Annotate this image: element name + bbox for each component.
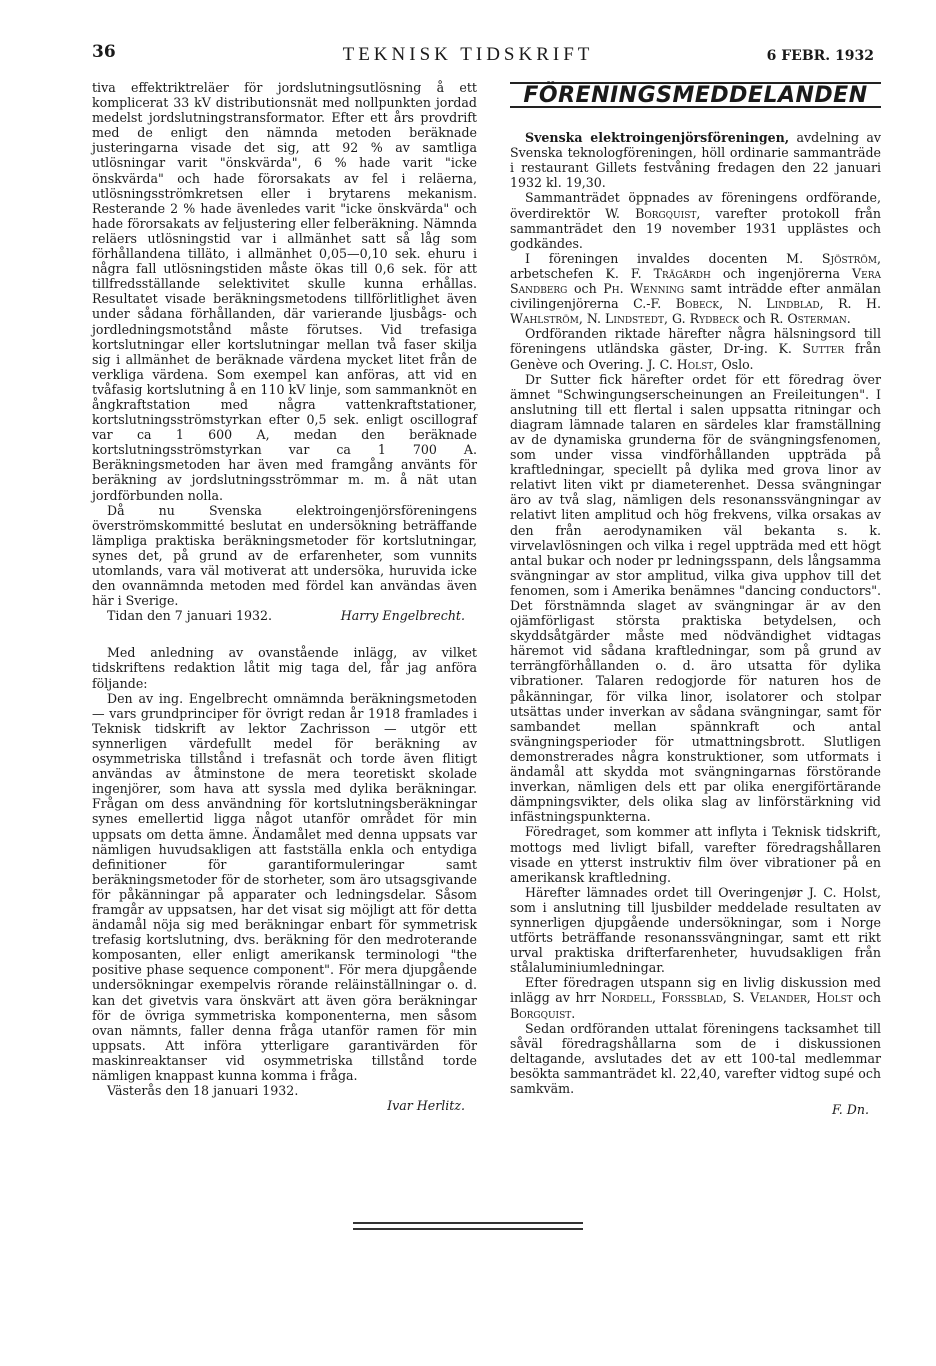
signature-row (92, 608, 477, 623)
person-name: N. Lindblad (737, 296, 820, 312)
person-name: R. H. Wahlström (510, 296, 881, 327)
paragraph: Med anledning av ovanstående inlägg, av vilket tidskriftens redaktion låtit mig taga del, får jag anföra följande: (92, 645, 477, 691)
person-name: Borgquist (510, 1005, 572, 1021)
paragraph: I föreningen invaldes docenten M. Sjöström, arbetschefen K. F. Trägårdh och ingenjörerna Vera Sandberg och Ph. Wenning samt inträdde efter anmälan civilingenjörerna C.-F. Bobeck, N. Lindblad, R. H. Wahlström, N. Lindstedt, G. Rydbeck och R. Osterman. (510, 250, 882, 327)
paragraph: Sedan ordföranden uttalat föreningens tacksamhet till såväl föredragshållarna som de i diskussionen deltagande, avslutades det av ett 100-tal medlemmar besökta sammanträdet kl. 22,40, varefter vidtog supé och samkväm. (510, 1020, 881, 1096)
paragraph: Sammanträdet öppnades av föreningens ordförande, överdirektör W. Borgquist, varefter protokoll från sammanträdet den 19 november 1931 upplästes och godkändes. (510, 190, 881, 251)
person-name: G. Rydbeck (672, 311, 740, 327)
page-date: 6 FEBR. 1932 (766, 48, 874, 64)
person-name: N. Lindstedt (586, 311, 665, 327)
person-name: Borgquist (635, 205, 697, 221)
paragraph: Dr Sutter fick härefter ordet för ett föredrag över ämnet "Schwingungserscheinungen an Freileitungen". I anslutning till ett flertal i salen uppsatta ritningar och diagram lämnade talaren en särdeles klar framställning av de dynamiska grunderna för de svängningsfenomen, som under vissa vindförhållanden uppträda på kraftledningar, speciellt på dylika med grova linor av relativt liten vikt pr diameterenhet. Dessa svängningar äro av två slag, nämligen dels resonanssvängningar av relativt liten amplitud och hög frekvens, vilka orsakas av den från aerodynamiken väl bekanta s. k. virvelavlösningen och vilka i regel uppträda med ett högt antal bukar och noder pr ledningsspann, dels långsamma svängningar av stor amplitud, vilka giva upphov till det fenomen, som i Amerika benämnes "dancing conductors". Det förstnämnda slaget av svängningar är av den ojämförligast största praktiska betydelsen, och skyddsåtgärder måste med nödvändighet vidtagas häremot vid sådana kraftledningar, som på grund av terrängförhållanden o. d. äro utsatta för dylika vibrationer. Talaren redogjorde för naturen hos de påkänningar, för vilka linor, isolatorer och stolpar utsättas under inverkan av sådana svängningar, samt för sambandet mellan spännkraft och antal svängningsperioder för utmattningsbrott. Slutligen demonstrerades några konstruktioner, som utformats i ändamål att skydda mot svängningarnas förstörande inverkan, nämligen dels ett par olika energiförtärande dämpningsvikter, dels olika slag av linförstärkning vid infästningspunkterna. (510, 371, 881, 825)
signature-date: Västerås den 18 januari 1932. (107, 1083, 299, 1099)
person-names: Nordell, Forssblad, S. Velander, Holst (601, 990, 853, 1006)
bottom-rule (353, 1228, 583, 1230)
paragraph: Den av ing. Engelbrecht omnämnda beräkningsmetoden — vars grundprinciper för övrigt redan år 1918 framlades i Teknisk tidskrift av lektor Zachrisson — utgör ett synnerligen värdefullt medel för beräkning av osymmetriska tillstånd i trefasnät och torde även flitigt användas av åtminstone de mera teoretiskt skolade ingenjörer, som hava att syssla med dylika beräkningar. Frågan om dess användning för kortslutningsberäkningar synes emellertid ligga något utanför området för min uppsats om detta ämne. Ändamålet med denna uppsats var nämligen huvudsakligen att fastställa enkla och entydiga definitioner för garantiformuleringar samt beräkningsmetoder för de storheter, som äro utsagsgivande för påkänningar på apparater och ledningsdelar. Såsom framgår av uppsatsen, har det visat sig möjligt att för detta ändamål nöja sig med beräkningar enbart för symmetrisk trefasig kortslutning, dvs. beräkning för den medroterande komposanten, eller enligt amerikansk terminologi "the positive phase sequence component". För mera djupgående undersökningar exempelvis rörande reläinställningar o. d. kan det givetvis vara önskvärt att även göra beräkningar för de övriga symmetriska komponenterna, men såsom ovan nämnts, faller denna fråga utanför ramen för min uppsats. Att införa ytterligare garantivärden för maskinreaktanser vid osymmetriska tillstånd torde nämligen knappast kunna komma i fråga. (92, 690, 477, 1083)
person-name: Sjöström (821, 250, 877, 266)
report-signature: F. Dn. (832, 1102, 869, 1118)
person-name: Ph. Wenning (603, 281, 685, 297)
section-heading (510, 82, 881, 108)
person-name: Trägårdh (653, 265, 711, 281)
paragraph: Ordföranden riktade härefter några hälsningsord till föreningens utländska gäster, Dr-ing. K. Sutter från Genève och Overing. J. C. Holst, Oslo. (510, 326, 881, 372)
person-name: Holst (676, 356, 714, 372)
person-name: Vera Sandberg (510, 265, 881, 297)
paragraph: Efter föredragen utspann sig en livlig diskussion med inlägg av hrr Nordell, Forssblad, S. Velander, Holst och Borgquist. (510, 975, 882, 1021)
organization-name: Svenska elektroingenjörsföreningen, (525, 130, 790, 146)
paragraph: Svenska elektroingenjörsföreningen, avdelning av Svenska teknologföreningen, höll ordinarie sammanträde i restaurant Gillets festvåning fredagen den 22 januari 1932 kl. 19,30. (510, 130, 881, 191)
author-signature: Harry Engelbrecht. (340, 608, 465, 624)
signature-date: Tidan den 7 januari 1932. (107, 608, 273, 624)
paragraph: Härefter lämnades ordet till Overingenjør J. C. Holst, som i anslutning till ljusbilder meddelade resultaten av synnerligen djupgående undersökningar, som i Norge utförts beträffande resonanssvängningar, samt ett rikt urval praktiska drifterfarenheter, huvudsakligen från stålaluminiumledningar. (510, 884, 881, 976)
left-column (92, 80, 477, 1113)
page-number: 36 (92, 42, 116, 62)
journal-title: TEKNISK TIDSKRIFT (342, 44, 594, 65)
bottom-rule (353, 1222, 583, 1224)
person-name: Sutter (802, 341, 845, 357)
right-column (510, 82, 881, 1117)
paragraph: Då nu Svenska elektroingenjörsföreningens överströmskommitté beslutat en undersökning beträffande lämpliga praktiska beräkningsmetoder för kortslutningar, synes det, på grund av de erfarenheter, som vunnits utomlands, vara väl motiverat att undersöka, huruvida icke den ovannämnda metoden med fördel kan användas även här i Sverige. (92, 502, 477, 609)
paragraph: Föredraget, som kommer att inflyta i Teknisk tidskrift, mottogs med livligt bifall, varefter föredragshållaren visade en ytterst instruktiv film över vibrationer på en amerikansk kraftledning. (510, 824, 881, 885)
person-name: C.-F. Bobeck (633, 296, 720, 312)
section-title: FÖRENINGSMEDDELANDEN (523, 83, 868, 108)
person-name: R. Osterman (769, 311, 847, 327)
author-signature: Ivar Herlitz. (387, 1098, 465, 1114)
paragraph: tiva effektriktreläer för jordslutningsutlösning å ett komplicerat 33 kV distributionsnät med nollpunkten jordad medelst jordslutningstransformator. Efter ett års provdrift med de enligt den nämnda metoden beräknade justeringarna visade det sig, att 92 % av samtliga utlösningar varit "önskvärda", 6 % hade varit "icke önskvärda" och hade förorsakats av fel i reläerna, utlösningsströmkretsen eller i brytarens mekanism. Resterande 2 % hade ävenledes varit "icke önskvärda" och hade förorsakats av feljustering eller felberäkning. Nämnda reläers utlösningstid var i allmänhet satt så låg som förhållandena tilläto, i allmänhet 0,05—0,10 sek. ehuru i några fall utlösningstiden måste ökas till 0,6 sek. för att tillfredsställande selektivitet skulle kunna erhållas. Resultatet visade beräkningsmetodens tillförlitlighet även under sådana förhållanden, där varierande ljusbågs- och jordledningsmotstånd måste förutses. Vid trefasiga kortslutningar eller kortslutningar mellan två faser skilja sig i allmänhet de beräknade värdena mycket litet från de verkliga värdena. Som exempel kan anföras, att vid en tvåfasig kortslutning å en 110 kV linje, som sammanknöt en ångkraftstation med några vattenkraftstationer, kortslutningsströmstyrkan efter 0,5 sek. enligt oscillograf var ca 1 600 A, medan den beräknade kortslutningsströmstyrkan var ca 1 700 A. Beräkningsmetoden har även med framgång använts för beräkning av jordslutningsströmmar m. m. å nät utan jordförbunden nolla. (92, 80, 477, 503)
